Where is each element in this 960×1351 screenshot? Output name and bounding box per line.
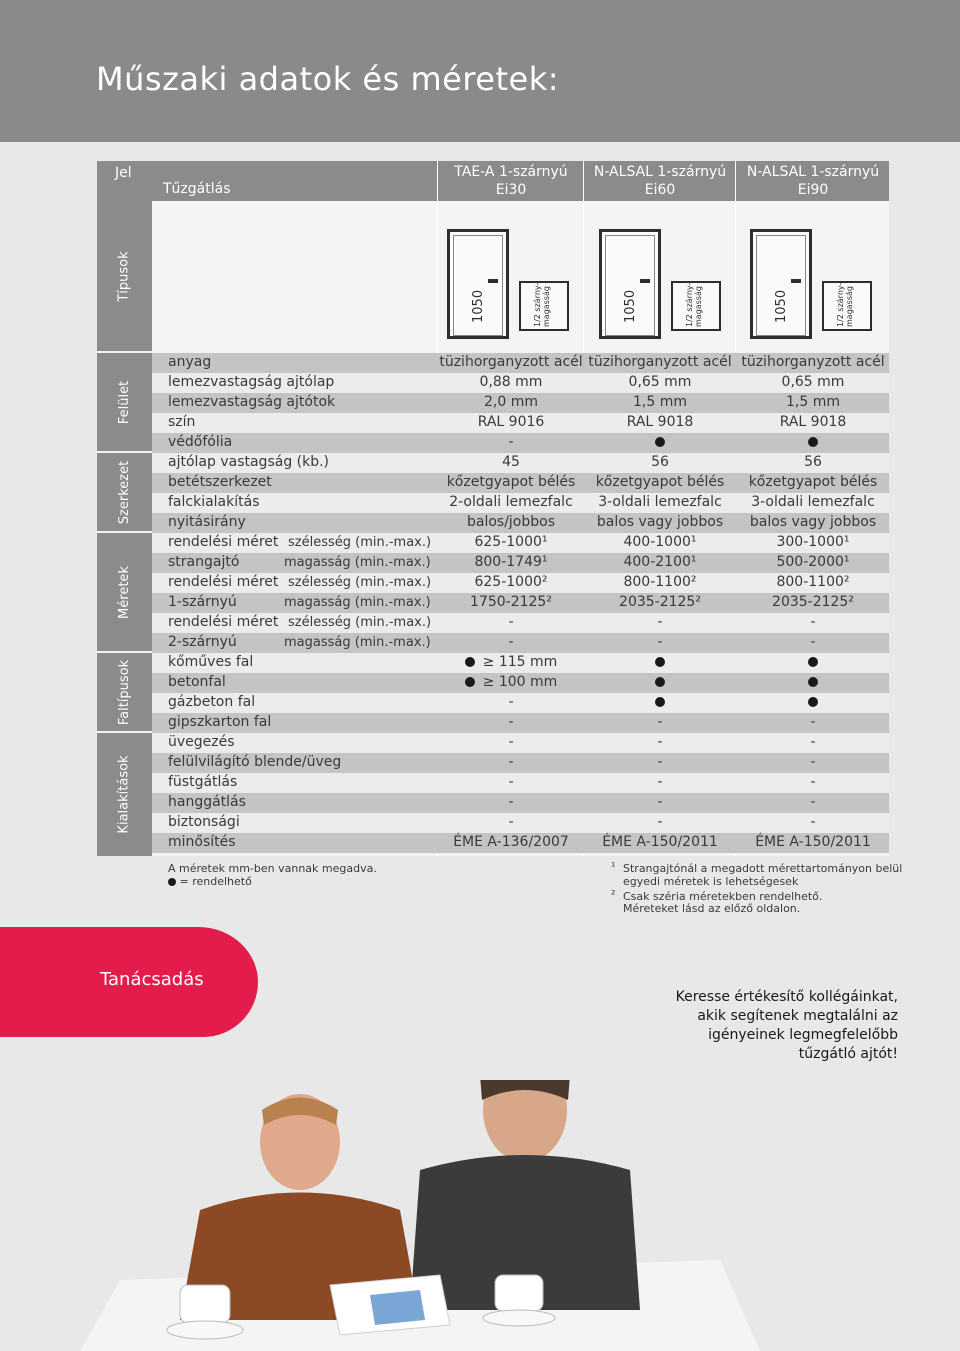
- cell-col-1: RAL 9016: [477, 414, 545, 430]
- cell-col-3: 500-2000¹: [776, 554, 850, 570]
- dim-1050-2: 1050: [623, 289, 638, 323]
- row-sublabel: szélesség (min.-max.): [288, 535, 432, 550]
- cell-col-3: kőzetgyapot bélés: [748, 474, 878, 490]
- cell-col-1: 625-1000²: [474, 574, 548, 590]
- table-row: [152, 693, 889, 713]
- cell-col-1: 800-1749¹: [474, 554, 548, 570]
- table-row: [152, 653, 889, 673]
- bullet-icon: [168, 878, 176, 886]
- footnote-units: A méretek mm-ben vannak megadva.: [168, 862, 377, 875]
- available-dot-icon: [808, 697, 818, 707]
- footnote-1-mark: ¹: [611, 860, 616, 873]
- row-label: kőműves fal: [168, 654, 254, 670]
- table-row: [152, 553, 889, 573]
- cell-col-2: -: [657, 634, 663, 650]
- title-bar: [0, 0, 960, 142]
- cell-col-2: -: [657, 754, 663, 770]
- table-row: [152, 413, 889, 433]
- footnote-2-mark: ²: [611, 888, 616, 901]
- available-dot-icon: [808, 437, 818, 447]
- row-label: strangajtó: [168, 554, 240, 570]
- cell-text: ≥ 115 mm: [482, 654, 558, 670]
- row-label: rendelési méret: [168, 534, 279, 550]
- table-row: [152, 793, 889, 813]
- dim-1050-3: 1050: [774, 289, 789, 323]
- cell-col-2: -: [657, 614, 663, 630]
- cell-col-3: -: [810, 774, 816, 790]
- cell-col-1: -: [508, 814, 514, 830]
- cell-col-2: -: [657, 794, 663, 810]
- table-row: [152, 813, 889, 833]
- cell-col-1: 45: [502, 454, 520, 470]
- cell-col-1: -: [508, 634, 514, 650]
- cell-col-3: [737, 434, 889, 450]
- table-row: [152, 733, 889, 753]
- footnote-2-line1: Csak széria méretekben rendelhető.: [623, 890, 823, 903]
- table-row: [152, 493, 889, 513]
- cell-col-1: 0,88 mm: [479, 374, 543, 390]
- cell-col-1: -: [508, 754, 514, 770]
- cell-col-2: [585, 674, 735, 690]
- table-row: [152, 533, 889, 553]
- cell-col-3: tüzihorganyzott acél: [741, 354, 885, 370]
- table-row: [152, 393, 889, 413]
- row-sublabel: magasság (min.-max.): [284, 595, 431, 610]
- cell-col-1: 2,0 mm: [484, 394, 538, 410]
- cell-col-2: RAL 9018: [626, 414, 694, 430]
- available-dot-icon: [655, 677, 665, 687]
- cell-col-2: -: [657, 714, 663, 730]
- table-row: [152, 833, 889, 853]
- available-dot-icon: [808, 657, 818, 667]
- col-header-3: N-ALSAL 1-szárnyú Ei90: [746, 164, 880, 198]
- cell-col-1: tüzihorganyzott acél: [439, 354, 583, 370]
- half-label-2: 1/2 szárny-magasság: [685, 282, 703, 327]
- cell-col-3: 0,65 mm: [781, 374, 845, 390]
- table-row: [152, 513, 889, 533]
- row-label: védőfólia: [168, 434, 233, 450]
- advice-title: Tanácsadás: [100, 969, 204, 990]
- cell-text: ≥ 100 mm: [482, 674, 558, 690]
- section-felulet: Felület: [97, 353, 152, 451]
- cell-col-1: balos/jobbos: [466, 514, 556, 530]
- page-title: Műszaki adatok és méretek:: [96, 60, 559, 98]
- table-row: [152, 613, 889, 633]
- cell-col-3: ÉME A-150/2011: [755, 834, 871, 850]
- cell-col-3: -: [810, 734, 816, 750]
- row-label: szín: [168, 414, 196, 430]
- door-drawings: [152, 201, 889, 351]
- table-row: [152, 673, 889, 693]
- row-label: nyitásirány: [168, 514, 246, 530]
- cell-col-1: -: [508, 434, 514, 450]
- row-label: anyag: [168, 354, 212, 370]
- cell-col-2: 800-1100²: [623, 574, 697, 590]
- footnote-1-line2: egyedi méretek is lehetségesek: [623, 875, 799, 888]
- cell-col-2: [585, 694, 735, 710]
- section-tipusok: Típusok: [97, 201, 152, 351]
- row-label: biztonsági: [168, 814, 240, 830]
- cell-col-2: ÉME A-150/2011: [602, 834, 718, 850]
- cell-col-1: -: [508, 734, 514, 750]
- col-header-1: TAE-A 1-szárnyú Ei30: [454, 164, 568, 198]
- table-header: [97, 161, 889, 201]
- cell-col-2: 400-2100¹: [623, 554, 697, 570]
- cell-col-3: 56: [804, 454, 822, 470]
- row-sublabel: magasság (min.-max.): [284, 635, 431, 650]
- row-label: betonfal: [168, 674, 226, 690]
- cell-col-1: -: [508, 714, 514, 730]
- table-row: [152, 433, 889, 453]
- cell-col-2: tüzihorganyzott acél: [588, 354, 732, 370]
- table-row: [152, 373, 889, 393]
- cell-col-2: kőzetgyapot bélés: [595, 474, 725, 490]
- half-label-3: 1/2 szárny-magasság: [836, 282, 854, 327]
- row-sublabel: szélesség (min.-max.): [288, 575, 432, 590]
- row-label: 1-szárnyú: [168, 594, 237, 610]
- cell-col-3: 3-oldali lemezfalc: [751, 494, 875, 510]
- cell-col-3: -: [810, 754, 816, 770]
- jel-label: Jel: [115, 165, 132, 181]
- dim-1050-1: 1050: [471, 289, 486, 323]
- row-label: rendelési méret: [168, 574, 279, 590]
- cell-col-2: 2035-2125²: [619, 594, 701, 610]
- consultation-photo: [0, 1080, 960, 1351]
- cell-col-3: -: [810, 794, 816, 810]
- row-label: rendelési méret: [168, 614, 279, 630]
- available-dot-icon: [655, 657, 665, 667]
- footnote-legend: = rendelhető: [168, 875, 252, 888]
- cell-col-2: 400-1000¹: [623, 534, 697, 550]
- row-label: falckialakítás: [168, 494, 260, 510]
- cell-col-1: -: [508, 794, 514, 810]
- cell-col-3: [737, 674, 889, 690]
- table-row: [152, 473, 889, 493]
- cell-col-1: [439, 654, 583, 670]
- section-szerkezet: Szerkezet: [97, 453, 152, 531]
- row-sublabel: magasság (min.-max.): [284, 555, 431, 570]
- cell-col-2: -: [657, 814, 663, 830]
- cell-col-2: [585, 654, 735, 670]
- row-label: 2-szárnyú: [168, 634, 237, 650]
- row-label: üvegezés: [168, 734, 235, 750]
- cell-col-2: 1,5 mm: [633, 394, 687, 410]
- cell-col-1: -: [508, 774, 514, 790]
- section-kialakitasok: Kialakítások: [97, 733, 152, 856]
- table-row: [152, 633, 889, 653]
- cell-col-1: -: [508, 614, 514, 630]
- footnote-2-line2: Méreteket lásd az előző oldalon.: [623, 902, 801, 915]
- row-label: gipszkarton fal: [168, 714, 272, 730]
- available-dot-icon: [465, 677, 475, 687]
- row-label: ajtólap vastagság (kb.): [168, 454, 330, 470]
- col-header-2: N-ALSAL 1-szárnyú Ei60: [593, 164, 727, 198]
- cell-col-2: 56: [651, 454, 669, 470]
- cell-col-1: 625-1000¹: [474, 534, 548, 550]
- available-dot-icon: [465, 657, 475, 667]
- cell-col-1: kőzetgyapot bélés: [446, 474, 576, 490]
- cell-col-2: -: [657, 774, 663, 790]
- tuzgatlas-label: Tűzgátlás: [163, 181, 231, 197]
- half-label-1: 1/2 szárny-magasság: [533, 282, 551, 327]
- cell-col-1: [439, 674, 583, 690]
- advice-text: Keresse értékesítő kollégáinkat, akik segítenek megtalálni az igényeinek legmegfelelőbb tűzgátló ajtót!: [675, 989, 898, 1062]
- footnote-1-line1: Strangajtónál a megadott mérettartományon belül: [623, 862, 903, 875]
- table-row: [152, 573, 889, 593]
- cell-col-1: 1750-2125²: [470, 594, 552, 610]
- cell-col-1: -: [508, 694, 514, 710]
- table-row: [152, 353, 889, 373]
- cell-col-3: [737, 694, 889, 710]
- cell-col-2: 3-oldali lemezfalc: [598, 494, 722, 510]
- available-dot-icon: [808, 677, 818, 687]
- row-label: gázbeton fal: [168, 694, 256, 710]
- table-row: [152, 593, 889, 613]
- cell-col-3: 800-1100²: [776, 574, 850, 590]
- cell-col-3: 2035-2125²: [772, 594, 854, 610]
- cell-col-3: balos vagy jobbos: [749, 514, 877, 530]
- cell-col-3: -: [810, 634, 816, 650]
- table-row: [152, 453, 889, 473]
- cell-col-3: -: [810, 614, 816, 630]
- section-meretek: Méretek: [97, 533, 152, 651]
- table-row: [152, 713, 889, 733]
- row-label: lemezvastagság ajtótok: [168, 394, 336, 410]
- cell-col-3: -: [810, 814, 816, 830]
- section-faltipusok: Faltípusok: [97, 653, 152, 731]
- row-label: felülvilágító blende/üveg: [168, 754, 342, 770]
- spec-table: [97, 161, 889, 856]
- row-label: lemezvastagság ajtólap: [168, 374, 335, 390]
- row-label: füstgátlás: [168, 774, 238, 790]
- cell-col-2: [585, 434, 735, 450]
- cell-col-3: RAL 9018: [779, 414, 847, 430]
- cell-col-3: 1,5 mm: [786, 394, 840, 410]
- cell-col-3: -: [810, 714, 816, 730]
- available-dot-icon: [655, 697, 665, 707]
- cell-col-1: 2-oldali lemezfalc: [449, 494, 573, 510]
- table-row: [152, 753, 889, 773]
- cell-col-1: ÉME A-136/2007: [453, 834, 569, 850]
- row-label: betétszerkezet: [168, 474, 272, 490]
- available-dot-icon: [655, 437, 665, 447]
- cell-col-2: balos vagy jobbos: [596, 514, 724, 530]
- cell-col-3: [737, 654, 889, 670]
- row-sublabel: szélesség (min.-max.): [288, 615, 432, 630]
- cell-col-3: 300-1000¹: [776, 534, 850, 550]
- cell-col-2: -: [657, 734, 663, 750]
- table-row: [152, 773, 889, 793]
- cell-col-2: 0,65 mm: [628, 374, 692, 390]
- row-label: hanggátlás: [168, 794, 246, 810]
- row-label: minősítés: [168, 834, 236, 850]
